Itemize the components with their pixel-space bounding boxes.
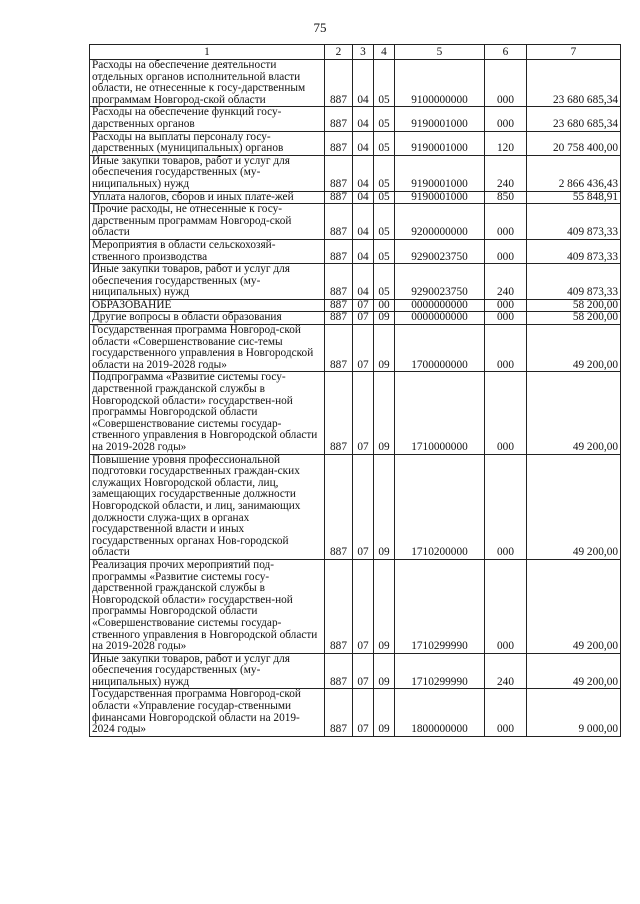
row-section-cell: 04 (353, 264, 374, 300)
table-row (90, 131, 621, 155)
row-code-cell: 887 (325, 653, 353, 689)
row-target-code-cell: 9190001000 (395, 107, 485, 131)
table-row (90, 60, 621, 107)
row-amount-cell: 49 200,00 (527, 372, 621, 454)
row-section-cell: 07 (353, 689, 374, 736)
row-section-cell: 04 (353, 155, 374, 191)
table-row (90, 299, 621, 312)
table-row (90, 372, 621, 454)
row-expense-type-cell: 000 (485, 689, 527, 736)
row-section-cell: 07 (353, 325, 374, 372)
row-name-cell: Мероприятия в области сельскохозяй-ственного производства (90, 239, 325, 263)
row-amount-cell: 58 200,00 (527, 299, 621, 312)
row-name-cell: Реализация прочих мероприятий под-программы «Развитие системы госу-дарственной гражданской службы в Новгородской области» государствен-ной программы Новгородской области «Совершенствование системы государ-ственного управления в Новгородской области на 2019-2028 годы» (90, 559, 325, 653)
table-header-row (90, 45, 621, 60)
row-section-cell: 04 (353, 107, 374, 131)
row-amount-cell: 409 873,33 (527, 239, 621, 263)
page-number: 75 (313, 20, 327, 35)
row-target-code-cell: 9290023750 (395, 264, 485, 300)
table-row (90, 689, 621, 736)
row-expense-type-cell: 000 (485, 299, 527, 312)
row-section-cell: 07 (353, 559, 374, 653)
row-amount-cell: 23 680 685,34 (527, 60, 621, 107)
row-subsection-cell: 05 (374, 204, 395, 240)
row-target-code-cell: 1700000000 (395, 325, 485, 372)
row-section-cell: 04 (353, 131, 374, 155)
row-code-cell: 887 (325, 689, 353, 736)
row-subsection-cell: 09 (374, 559, 395, 653)
column-header: 1 (90, 45, 325, 60)
column-header: 3 (353, 45, 374, 60)
row-target-code-cell: 1710299990 (395, 559, 485, 653)
row-subsection-cell: 09 (374, 325, 395, 372)
table-row (90, 155, 621, 191)
row-name-cell: Расходы на обеспечение функций госу-дарственных органов (90, 107, 325, 131)
row-target-code-cell: 1710299990 (395, 653, 485, 689)
row-amount-cell: 9 000,00 (527, 689, 621, 736)
column-header: 5 (395, 45, 485, 60)
row-amount-cell: 49 200,00 (527, 454, 621, 559)
row-amount-cell: 49 200,00 (527, 653, 621, 689)
table-row (90, 191, 621, 204)
row-code-cell: 887 (325, 372, 353, 454)
row-code-cell: 887 (325, 191, 353, 204)
table-row (90, 559, 621, 653)
row-name-cell: Государственная программа Новгород-ской области «Совершенствование сис-темы государственного управления в Новгородской области на 2019-2028 годы» (90, 325, 325, 372)
row-target-code-cell: 9190001000 (395, 131, 485, 155)
row-subsection-cell: 09 (374, 312, 395, 325)
table-row (90, 239, 621, 263)
row-section-cell: 07 (353, 372, 374, 454)
row-amount-cell: 409 873,33 (527, 264, 621, 300)
row-expense-type-cell: 000 (485, 325, 527, 372)
row-amount-cell: 409 873,33 (527, 204, 621, 240)
row-name-cell: Подпрограмма «Развитие системы госу-дарственной гражданской службы в Новгородской области» государствен-ной программы Новгородской области «Совершенствование системы государ-ственного управления в Новгородской области на 2019-2028 годы» (90, 372, 325, 454)
row-code-cell: 887 (325, 60, 353, 107)
table-row (90, 325, 621, 372)
row-section-cell: 07 (353, 454, 374, 559)
row-expense-type-cell: 850 (485, 191, 527, 204)
row-section-cell: 04 (353, 60, 374, 107)
row-subsection-cell: 09 (374, 454, 395, 559)
row-code-cell: 887 (325, 559, 353, 653)
table-row (90, 264, 621, 300)
row-expense-type-cell: 000 (485, 372, 527, 454)
row-expense-type-cell: 240 (485, 653, 527, 689)
table-row (90, 653, 621, 689)
row-expense-type-cell: 000 (485, 454, 527, 559)
row-expense-type-cell: 240 (485, 264, 527, 300)
row-target-code-cell: 0000000000 (395, 299, 485, 312)
row-subsection-cell: 09 (374, 653, 395, 689)
row-name-cell: Иные закупки товаров, работ и услуг для обеспечения государственных (му-ниципальных) нужд (90, 653, 325, 689)
row-code-cell: 887 (325, 325, 353, 372)
row-target-code-cell: 9200000000 (395, 204, 485, 240)
row-amount-cell: 23 680 685,34 (527, 107, 621, 131)
row-subsection-cell: 05 (374, 239, 395, 263)
row-subsection-cell: 05 (374, 264, 395, 300)
row-section-cell: 04 (353, 239, 374, 263)
column-header: 4 (374, 45, 395, 60)
row-name-cell: ОБРАЗОВАНИЕ (90, 299, 325, 312)
row-amount-cell: 20 758 400,00 (527, 131, 621, 155)
row-target-code-cell: 0000000000 (395, 312, 485, 325)
row-section-cell: 04 (353, 191, 374, 204)
row-section-cell: 07 (353, 653, 374, 689)
table-row (90, 454, 621, 559)
row-amount-cell: 2 866 436,43 (527, 155, 621, 191)
row-name-cell: Государственная программа Новгород-ской области «Управление государ-ственными финансами Новгородской области на 2019-2024 годы» (90, 689, 325, 736)
row-expense-type-cell: 120 (485, 131, 527, 155)
row-code-cell: 887 (325, 454, 353, 559)
row-name-cell: Прочие расходы, не отнесенные к госу-дарственным программам Новгород-ской области (90, 204, 325, 240)
row-amount-cell: 58 200,00 (527, 312, 621, 325)
row-subsection-cell: 05 (374, 131, 395, 155)
row-name-cell: Иные закупки товаров, работ и услуг для обеспечения государственных (му-ниципальных) нужд (90, 155, 325, 191)
row-subsection-cell: 05 (374, 155, 395, 191)
row-code-cell: 887 (325, 264, 353, 300)
column-header: 2 (325, 45, 353, 60)
row-name-cell: Уплата налогов, сборов и иных плате-жей (90, 191, 325, 204)
row-name-cell: Расходы на обеспечение деятельности отдельных органов исполнительной власти области, не отнесенные к госу-дарственным программам Новгород-ской области (90, 60, 325, 107)
row-target-code-cell: 9290023750 (395, 239, 485, 263)
row-target-code-cell: 1710200000 (395, 454, 485, 559)
row-name-cell: Иные закупки товаров, работ и услуг для обеспечения государственных (му-ниципальных) нужд (90, 264, 325, 300)
row-name-cell: Расходы на выплаты персоналу госу-дарственных (муниципальных) органов (90, 131, 325, 155)
column-header: 7 (527, 45, 621, 60)
row-amount-cell: 55 848,91 (527, 191, 621, 204)
row-expense-type-cell: 000 (485, 312, 527, 325)
row-name-cell: Другие вопросы в области образования (90, 312, 325, 325)
row-amount-cell: 49 200,00 (527, 325, 621, 372)
row-subsection-cell: 09 (374, 372, 395, 454)
row-expense-type-cell: 000 (485, 239, 527, 263)
row-code-cell: 887 (325, 239, 353, 263)
row-section-cell: 04 (353, 204, 374, 240)
row-target-code-cell: 1710000000 (395, 372, 485, 454)
row-target-code-cell: 1800000000 (395, 689, 485, 736)
row-target-code-cell: 9190001000 (395, 191, 485, 204)
row-subsection-cell: 05 (374, 60, 395, 107)
row-code-cell: 887 (325, 155, 353, 191)
row-amount-cell: 49 200,00 (527, 559, 621, 653)
row-code-cell: 887 (325, 312, 353, 325)
column-header: 6 (485, 45, 527, 60)
row-target-code-cell: 9190001000 (395, 155, 485, 191)
row-target-code-cell: 9100000000 (395, 60, 485, 107)
row-expense-type-cell: 000 (485, 60, 527, 107)
row-name-cell: Повышение уровня профессиональной подготовки государственных граждан-ских служащих Новгородской области, лиц, замещающих государственные должности Новгородской области, и лиц, занимающих должности служа-щих в органах государственной власти и иных государственных органах Нов-городской области (90, 454, 325, 559)
row-subsection-cell: 05 (374, 107, 395, 131)
row-code-cell: 887 (325, 107, 353, 131)
table-row (90, 204, 621, 240)
row-code-cell: 887 (325, 131, 353, 155)
row-section-cell: 07 (353, 312, 374, 325)
budget-table (89, 44, 621, 737)
row-expense-type-cell: 000 (485, 204, 527, 240)
row-code-cell: 887 (325, 204, 353, 240)
row-expense-type-cell: 000 (485, 107, 527, 131)
table-row (90, 107, 621, 131)
row-section-cell: 07 (353, 299, 374, 312)
row-subsection-cell: 09 (374, 689, 395, 736)
row-expense-type-cell: 240 (485, 155, 527, 191)
row-code-cell: 887 (325, 299, 353, 312)
table-row (90, 312, 621, 325)
row-subsection-cell: 00 (374, 299, 395, 312)
row-expense-type-cell: 000 (485, 559, 527, 653)
row-subsection-cell: 05 (374, 191, 395, 204)
